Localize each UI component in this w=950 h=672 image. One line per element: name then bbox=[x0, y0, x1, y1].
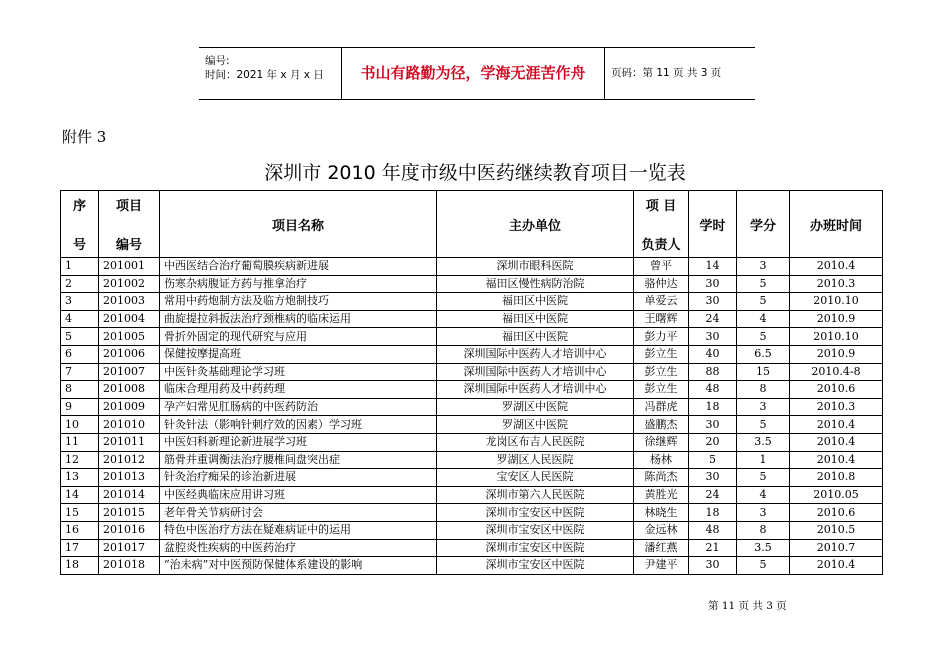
row-hours: 30 bbox=[689, 328, 737, 346]
row-time: 2010.9 bbox=[790, 345, 883, 363]
row-hours: 40 bbox=[689, 345, 737, 363]
row-name: 保健按摩提高班 bbox=[160, 345, 437, 363]
row-hours: 24 bbox=[689, 486, 737, 504]
row-leader: 林晓生 bbox=[634, 504, 689, 522]
col-leader: 项 目 负责人 bbox=[634, 191, 689, 258]
row-code: 201013 bbox=[99, 469, 160, 487]
col-time: 办班时间 bbox=[790, 191, 883, 258]
page-footer: 第 11 页 共 3 页 bbox=[708, 600, 787, 612]
row-code: 201007 bbox=[99, 363, 160, 381]
row-code: 201004 bbox=[99, 310, 160, 328]
row-credits: 4 bbox=[737, 310, 790, 328]
row-credits: 5 bbox=[737, 328, 790, 346]
row-host: 罗湖区人民医院 bbox=[437, 451, 634, 469]
row-seq: 7 bbox=[61, 363, 99, 381]
row-hours: 21 bbox=[689, 539, 737, 557]
table-row bbox=[61, 486, 883, 504]
row-seq: 13 bbox=[61, 469, 99, 487]
table-row bbox=[61, 504, 883, 522]
row-leader: 王曙辉 bbox=[634, 310, 689, 328]
header-meta bbox=[199, 48, 342, 99]
row-hours: 30 bbox=[689, 293, 737, 311]
row-host: 深圳市宝安区中医院 bbox=[437, 557, 634, 575]
row-seq: 14 bbox=[61, 486, 99, 504]
table-row bbox=[61, 258, 883, 276]
row-hours: 18 bbox=[689, 504, 737, 522]
row-credits: 3 bbox=[737, 398, 790, 416]
row-hours: 24 bbox=[689, 310, 737, 328]
row-code: 201006 bbox=[99, 345, 160, 363]
row-seq: 3 bbox=[61, 293, 99, 311]
row-hours: 30 bbox=[689, 469, 737, 487]
row-seq: 8 bbox=[61, 381, 99, 399]
row-name: 孕产妇常见肛肠病的中医药防治 bbox=[160, 398, 437, 416]
row-code: 201018 bbox=[99, 557, 160, 575]
row-code: 201010 bbox=[99, 416, 160, 434]
row-seq: 6 bbox=[61, 345, 99, 363]
table-body bbox=[61, 258, 883, 575]
row-time: 2010.4 bbox=[790, 433, 883, 451]
row-time: 2010.10 bbox=[790, 328, 883, 346]
row-code: 201015 bbox=[99, 504, 160, 522]
doc-time-label: 时间：2021 年 x 月 x 日 bbox=[205, 69, 324, 81]
row-host: 福田区中医院 bbox=[437, 310, 634, 328]
table-row bbox=[61, 469, 883, 487]
row-code: 201012 bbox=[99, 451, 160, 469]
row-credits: 3.5 bbox=[737, 433, 790, 451]
row-host: 深圳国际中医药人才培训中心 bbox=[437, 381, 634, 399]
row-seq: 18 bbox=[61, 557, 99, 575]
row-credits: 15 bbox=[737, 363, 790, 381]
row-leader: 骆仲达 bbox=[634, 275, 689, 293]
row-hours: 30 bbox=[689, 275, 737, 293]
row-leader: 潘红燕 bbox=[634, 539, 689, 557]
row-host: 深圳市宝安区中医院 bbox=[437, 539, 634, 557]
row-name: 曲旋提拉斜扳法治疗颈椎病的临床运用 bbox=[160, 310, 437, 328]
header-page-info: 页码：第 11 页 共 3 页 bbox=[611, 67, 722, 79]
row-host: 龙岗区布吉人民医院 bbox=[437, 433, 634, 451]
table-row bbox=[61, 293, 883, 311]
table-row bbox=[61, 328, 883, 346]
table-row bbox=[61, 381, 883, 399]
row-time: 2010.3 bbox=[790, 275, 883, 293]
table-row bbox=[61, 363, 883, 381]
row-seq: 12 bbox=[61, 451, 99, 469]
row-seq: 16 bbox=[61, 521, 99, 539]
row-name: 针灸治疗痴呆的诊治新进展 bbox=[160, 469, 437, 487]
row-host: 深圳市第六人民医院 bbox=[437, 486, 634, 504]
row-leader: 彭力平 bbox=[634, 328, 689, 346]
row-leader: 陈尚杰 bbox=[634, 469, 689, 487]
row-host: 福田区中医院 bbox=[437, 328, 634, 346]
row-credits: 8 bbox=[737, 381, 790, 399]
row-code: 201008 bbox=[99, 381, 160, 399]
row-seq: 9 bbox=[61, 398, 99, 416]
row-credits: 5 bbox=[737, 293, 790, 311]
row-time: 2010.9 bbox=[790, 310, 883, 328]
row-time: 2010.8 bbox=[790, 469, 883, 487]
row-name: 中医针灸基础理论学习班 bbox=[160, 363, 437, 381]
row-seq: 4 bbox=[61, 310, 99, 328]
row-credits: 8 bbox=[737, 521, 790, 539]
row-seq: 15 bbox=[61, 504, 99, 522]
document-title: 深圳市 2010 年度市级中医药继续教育项目一览表 bbox=[264, 162, 686, 184]
row-code: 201017 bbox=[99, 539, 160, 557]
row-time: 2010.3 bbox=[790, 398, 883, 416]
row-code: 201005 bbox=[99, 328, 160, 346]
row-leader: 彭立生 bbox=[634, 345, 689, 363]
row-code: 201009 bbox=[99, 398, 160, 416]
row-hours: 48 bbox=[689, 381, 737, 399]
row-name: “治未病”对中医预防保健体系建设的影响 bbox=[160, 557, 437, 575]
row-leader: 冯群虎 bbox=[634, 398, 689, 416]
row-host: 福田区慢性病防治院 bbox=[437, 275, 634, 293]
row-name: 筋骨并重调衡法治疗腰椎间盘突出症 bbox=[160, 451, 437, 469]
row-time: 2010.4 bbox=[790, 258, 883, 276]
row-seq: 10 bbox=[61, 416, 99, 434]
row-hours: 48 bbox=[689, 521, 737, 539]
row-credits: 4 bbox=[737, 486, 790, 504]
row-credits: 3 bbox=[737, 504, 790, 522]
table-row bbox=[61, 557, 883, 575]
row-host: 深圳市眼科医院 bbox=[437, 258, 634, 276]
row-time: 2010.5 bbox=[790, 521, 883, 539]
row-leader: 黄胜光 bbox=[634, 486, 689, 504]
row-time: 2010.05 bbox=[790, 486, 883, 504]
table-row bbox=[61, 416, 883, 434]
row-code: 201003 bbox=[99, 293, 160, 311]
row-credits: 6.5 bbox=[737, 345, 790, 363]
row-hours: 14 bbox=[689, 258, 737, 276]
row-leader: 尹建平 bbox=[634, 557, 689, 575]
row-name: 伤寒杂病腹证方药与推拿治疗 bbox=[160, 275, 437, 293]
row-time: 2010.4-8 bbox=[790, 363, 883, 381]
row-seq: 2 bbox=[61, 275, 99, 293]
col-code: 项目 编号 bbox=[99, 191, 160, 258]
table-row bbox=[61, 539, 883, 557]
row-leader: 曾平 bbox=[634, 258, 689, 276]
row-seq: 1 bbox=[61, 258, 99, 276]
row-time: 2010.4 bbox=[790, 416, 883, 434]
row-time: 2010.4 bbox=[790, 451, 883, 469]
row-name: 骨折外固定的现代研究与应用 bbox=[160, 328, 437, 346]
row-name: 老年骨关节病研讨会 bbox=[160, 504, 437, 522]
row-time: 2010.6 bbox=[790, 504, 883, 522]
page-header bbox=[199, 47, 755, 100]
row-code: 201002 bbox=[99, 275, 160, 293]
row-leader: 徐继辉 bbox=[634, 433, 689, 451]
row-name: 中西医结合治疗葡萄膜疾病新进展 bbox=[160, 258, 437, 276]
row-credits: 5 bbox=[737, 416, 790, 434]
row-name: 中医妇科新理论新进展学习班 bbox=[160, 433, 437, 451]
row-host: 宝安区人民医院 bbox=[437, 469, 634, 487]
table-row bbox=[61, 310, 883, 328]
row-credits: 3 bbox=[737, 258, 790, 276]
row-seq: 11 bbox=[61, 433, 99, 451]
row-time: 2010.4 bbox=[790, 557, 883, 575]
table-row bbox=[61, 521, 883, 539]
row-code: 201001 bbox=[99, 258, 160, 276]
row-host: 罗湖区中医院 bbox=[437, 416, 634, 434]
row-host: 深圳市宝安区中医院 bbox=[437, 504, 634, 522]
row-seq: 17 bbox=[61, 539, 99, 557]
row-time: 2010.10 bbox=[790, 293, 883, 311]
col-name: 项目名称 bbox=[160, 191, 437, 258]
col-hours: 学时 bbox=[689, 191, 737, 258]
row-hours: 5 bbox=[689, 451, 737, 469]
row-time: 2010.7 bbox=[790, 539, 883, 557]
project-table bbox=[60, 190, 883, 575]
row-name: 常用中药炮制方法及临方炮制技巧 bbox=[160, 293, 437, 311]
row-credits: 5 bbox=[737, 275, 790, 293]
table-row bbox=[61, 398, 883, 416]
doc-number-label: 编号: bbox=[205, 55, 230, 67]
row-credits: 5 bbox=[737, 469, 790, 487]
attachment-label: 附件 3 bbox=[62, 128, 107, 146]
row-hours: 88 bbox=[689, 363, 737, 381]
table-row bbox=[61, 345, 883, 363]
row-name: 特色中医治疗方法在疑难病证中的运用 bbox=[160, 521, 437, 539]
row-host: 深圳国际中医药人才培训中心 bbox=[437, 345, 634, 363]
table-row bbox=[61, 275, 883, 293]
row-leader: 金远林 bbox=[634, 521, 689, 539]
row-time: 2010.6 bbox=[790, 381, 883, 399]
row-leader: 杨林 bbox=[634, 451, 689, 469]
col-host: 主办单位 bbox=[437, 191, 634, 258]
row-host: 深圳国际中医药人才培训中心 bbox=[437, 363, 634, 381]
table-header-row bbox=[61, 191, 883, 258]
row-leader: 盛鹏杰 bbox=[634, 416, 689, 434]
row-code: 201016 bbox=[99, 521, 160, 539]
row-host: 罗湖区中医院 bbox=[437, 398, 634, 416]
col-credits: 学分 bbox=[737, 191, 790, 258]
row-hours: 18 bbox=[689, 398, 737, 416]
row-leader: 彭立生 bbox=[634, 381, 689, 399]
row-seq: 5 bbox=[61, 328, 99, 346]
row-hours: 20 bbox=[689, 433, 737, 451]
header-motto: 书山有路勤为径，学海无涯苦作舟 bbox=[342, 48, 605, 99]
row-hours: 30 bbox=[689, 557, 737, 575]
row-name: 临床合理用药及中药药理 bbox=[160, 381, 437, 399]
col-seq: 序 号 bbox=[61, 191, 99, 258]
row-host: 深圳市宝安区中医院 bbox=[437, 521, 634, 539]
table-row bbox=[61, 433, 883, 451]
row-leader: 单爱云 bbox=[634, 293, 689, 311]
row-name: 盆腔炎性疾病的中医药治疗 bbox=[160, 539, 437, 557]
row-credits: 1 bbox=[737, 451, 790, 469]
row-name: 中医经典临床应用讲习班 bbox=[160, 486, 437, 504]
table-row bbox=[61, 451, 883, 469]
row-host: 福田区中医院 bbox=[437, 293, 634, 311]
row-name: 针灸针法（影响针刺疗效的因素）学习班 bbox=[160, 416, 437, 434]
row-code: 201011 bbox=[99, 433, 160, 451]
row-hours: 30 bbox=[689, 416, 737, 434]
row-code: 201014 bbox=[99, 486, 160, 504]
row-credits: 3.5 bbox=[737, 539, 790, 557]
row-credits: 5 bbox=[737, 557, 790, 575]
row-leader: 彭立生 bbox=[634, 363, 689, 381]
